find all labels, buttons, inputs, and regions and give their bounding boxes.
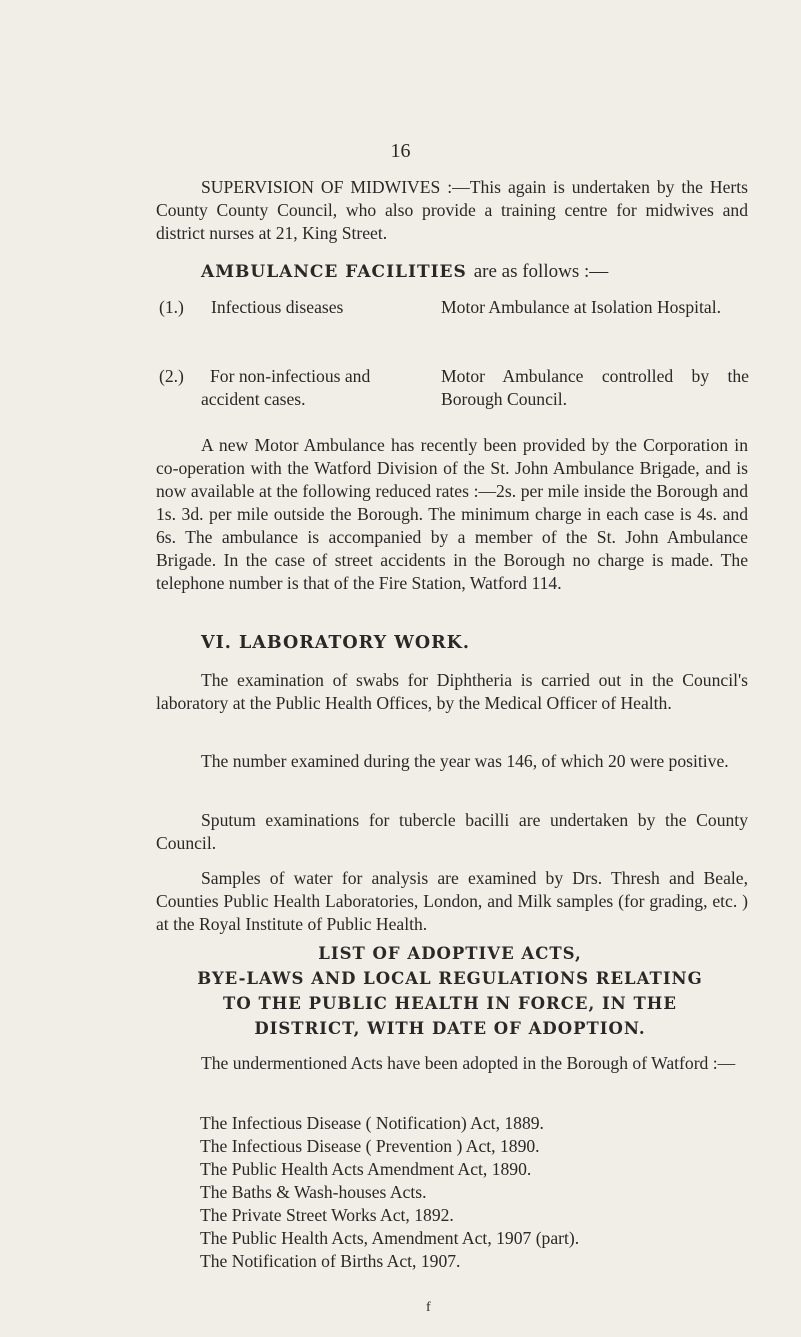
act-item: The Infectious Disease ( Notification) Act, 1889. — [200, 1113, 544, 1133]
row-description: Infectious diseases — [211, 297, 344, 317]
adoptive-heading-line: BYE-LAWS AND LOCAL REGULATIONS RELATING — [197, 969, 703, 988]
ambulance-paragraph: A new Motor Ambulance has recently been provided by the Corporation in co-operation with the Watford Division of the St. John Ambulance Brigade, and is now available at the following reduced rates :—2s. per mile inside the Borough and 1s. 3d. per mile outside the Borough. The minimum charge in each case is 4s. and 6s. The ambulance is accompanied by a member of the St. John Ambulance Brigade. In the case of street accidents in the Borough no charge is made. The telephone number is that of the Fire Station, Watford 114. — [156, 435, 748, 593]
supervision-paragraph — [156, 176, 748, 245]
footer-mark: f — [426, 1300, 431, 1315]
adoptive-intro: The undermentioned Acts have been adopted in the Borough of Watford :— — [201, 1053, 736, 1073]
act-item: The Baths & Wash-houses Acts. — [200, 1182, 427, 1202]
adoptive-heading-line: TO THE PUBLIC HEALTH IN FORCE, IN THE — [223, 994, 677, 1013]
laboratory-paragraph: Samples of water for analysis are examined by Drs. Thresh and Beale, Counties Public Health Laboratories, London, and Milk samples (for grading, etc. ) at the Royal Institute of Public Health. — [156, 868, 748, 934]
supervision-heading: SUPERVISION OF MIDWIVES : — [201, 177, 453, 197]
laboratory-paragraph: The number examined during the year was 146, of which 20 were positive. — [201, 751, 729, 771]
act-item: The Private Street Works Act, 1892. — [200, 1205, 454, 1225]
act-item: The Notification of Births Act, 1907. — [200, 1251, 461, 1271]
act-item: The Public Health Acts, Amendment Act, 1907 (part). — [200, 1228, 580, 1248]
row-number: (2.) — [159, 366, 184, 386]
ambulance-heading-title: AMBULANCE FACILITIES — [201, 262, 467, 282]
laboratory-heading: VI. LABORATORY WORK. — [201, 633, 470, 653]
ambulance-heading-rest: are as follows :— — [473, 261, 609, 282]
laboratory-paragraph: Sputum examinations for tubercle bacilli are undertaken by the County Council. — [156, 810, 748, 853]
acts-list — [200, 1112, 760, 1273]
ambulance-heading — [201, 261, 608, 283]
adoptive-heading-line: LIST OF ADOPTIVE ACTS, — [318, 944, 582, 963]
laboratory-paragraph: The examination of swabs for Diphtheria is carried out in the Council's laboratory at the Public Health Offices, by the Medical Officer of Health. — [156, 670, 748, 713]
act-item: The Public Health Acts Amendment Act, 1890. — [200, 1159, 532, 1179]
row-number: (1.) — [159, 297, 184, 317]
row-value: Motor Ambulance controlled by the Borough Council. — [441, 366, 749, 409]
adoptive-heading — [140, 941, 760, 1041]
act-item: The Infectious Disease ( Prevention ) Act, 1890. — [200, 1136, 540, 1156]
page-number: 16 — [390, 140, 411, 162]
supervision-text: —This again is undertaken by the Herts County County Council, who also provide a training centre for midwives and district nurses at 21, King Street. — [156, 177, 749, 243]
adoptive-heading-line: DISTRICT, WITH DATE OF ADOPTION. — [254, 1019, 646, 1038]
row-value: Motor Ambulance at Isolation Hospital. — [441, 297, 721, 317]
row-description: For non-infectious and accident cases. — [201, 366, 371, 409]
